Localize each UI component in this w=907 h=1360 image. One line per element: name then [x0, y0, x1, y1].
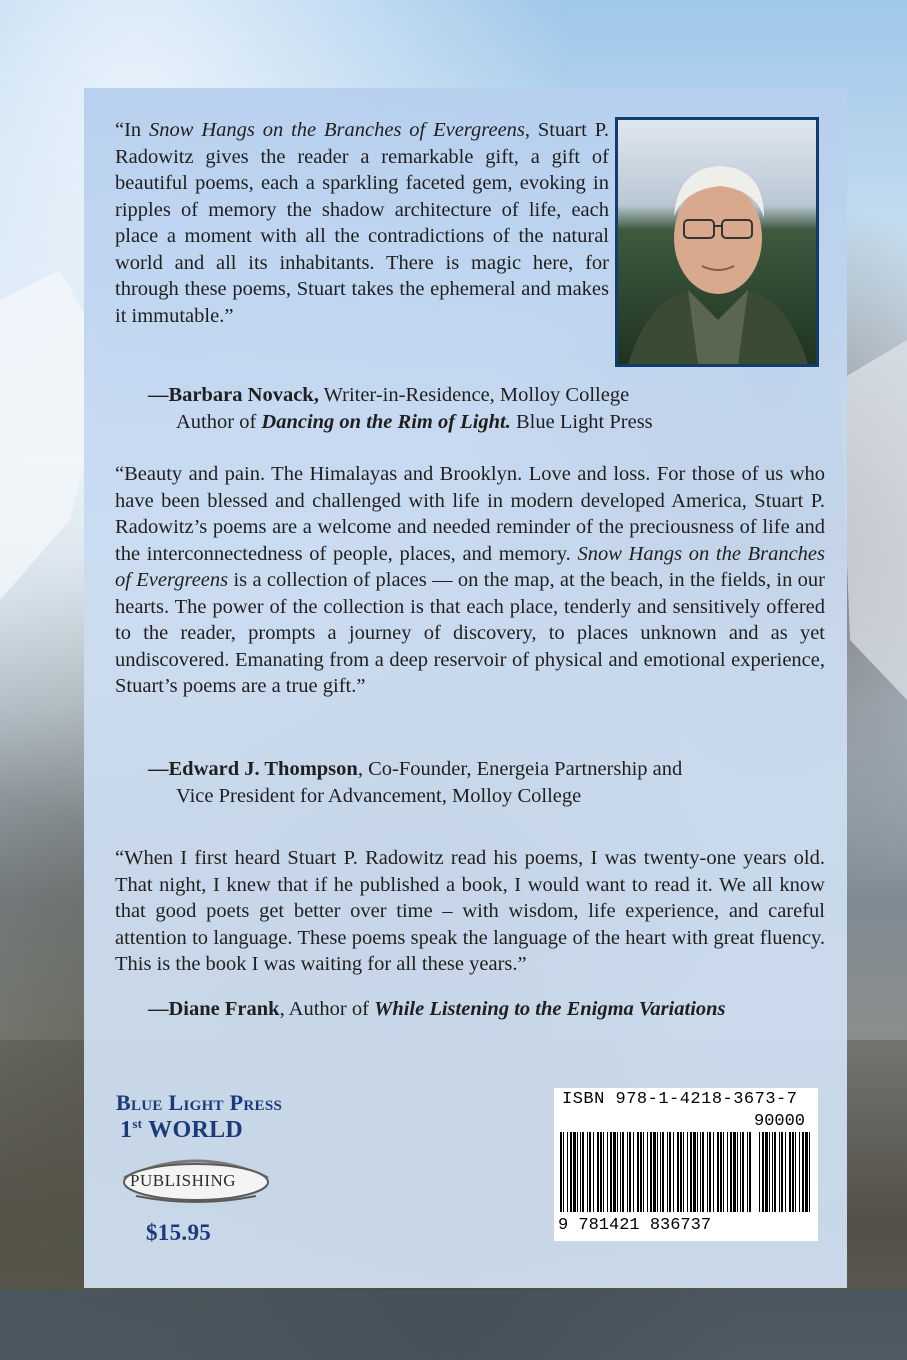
attribution-2-role: , Co-Founder, Energeia Partnership and: [357, 758, 683, 780]
attribution-2-name: —Edward J. Thompson: [148, 758, 358, 780]
isbn-addon-text: 90000: [754, 1112, 806, 1131]
attribution-2: [148, 756, 682, 809]
attribution-2-line2: Vice President for Advancement, Molloy College: [176, 784, 582, 807]
attribution-3-name: —Diane Frank: [148, 998, 280, 1020]
attribution-3: [148, 996, 726, 1023]
blurb-1-book-title: Snow Hangs on the Branches of Evergreens: [149, 119, 525, 141]
first-world-number: 1: [120, 1117, 133, 1143]
blurb-1-intro: “In: [115, 119, 150, 141]
barcode-digits: 9 781421 836737: [558, 1216, 712, 1235]
attribution-3-role: , Author of: [279, 998, 375, 1020]
attribution-1-prefix: Author of: [176, 410, 262, 433]
isbn-barcode: [554, 1088, 818, 1241]
blurb-1-body: , Stuart P. Radowitz gives the reader a remarkable gift, a gift of beautiful poems, each a sparkling faceted gem, evoking in ripples of memory the shadow architecture of life, each place a moment with all the contradictions of the natural world and all its inhabitants. There is magic here, for through these poems, Stuart takes the ephemeral and makes it immutable.”: [115, 119, 609, 327]
attribution-3-book: While Listening to the Enigma Variations: [374, 998, 726, 1020]
author-portrait-image: [618, 120, 816, 364]
blurb-2-part2: is a collection of places — on the map, at the beach, in the fields, in our hearts. The power of the collection is that each place, tenderly and sensitively offered to the reader, prompts a journey of discovery, to places unknown and as yet undiscovered. Emanating from a deep reservoir of physical and emotional experience, Stuart’s poems are a true gift.”: [115, 569, 825, 697]
attribution-1-book: Dancing on the Rim of Light.: [261, 410, 511, 433]
blue-light-press-logo: [116, 1090, 282, 1116]
blurb-2-part1: “Beauty and pain. The Himalayas and Brooklyn. Love and loss. For those of us who have been blessed and challenged with life in modern developed America, Stuart P. Radowitz’s poems are a welcome and needed reminder of the preciousness of life and the interconnectedness of people, places, and memory.: [115, 463, 825, 565]
attribution-1-role: Writer-in-Residence, Molloy College: [318, 384, 630, 406]
blurb-1: [115, 117, 609, 329]
blurb-3-text: “When I first heard Stuart P. Radowitz read his poems, I was twenty-one years old. That night, I knew that if he published a book, I would want to read it. We all know that good poets get better over time – with wisdom, life experience, and careful attention to language. These poems speak the language of the heart with great fluency. This is the book I was waiting for all these years.”: [115, 847, 825, 975]
blue-light-press-name: Blue Light Press: [116, 1090, 283, 1115]
barcode-bars: [560, 1132, 812, 1218]
publishing-label: PUBLISHING: [130, 1171, 237, 1190]
attribution-1-suffix: Blue Light Press: [510, 410, 653, 433]
author-photo: [615, 117, 819, 367]
first-world-logo: [120, 1116, 243, 1144]
attribution-1: [148, 382, 653, 435]
blurb-2-book-title: Snow Hangs on the Branches of Evergreens: [115, 542, 825, 591]
first-world-sup: st: [132, 1116, 143, 1131]
price: $15.95: [146, 1220, 212, 1245]
isbn-text: ISBN 978-1-4218-3673-7: [562, 1090, 798, 1109]
blurb-3: [115, 845, 825, 978]
first-world-word: WORLD: [142, 1117, 244, 1143]
attribution-1-name: —Barbara Novack,: [148, 384, 319, 406]
blurb-2: [115, 461, 825, 700]
